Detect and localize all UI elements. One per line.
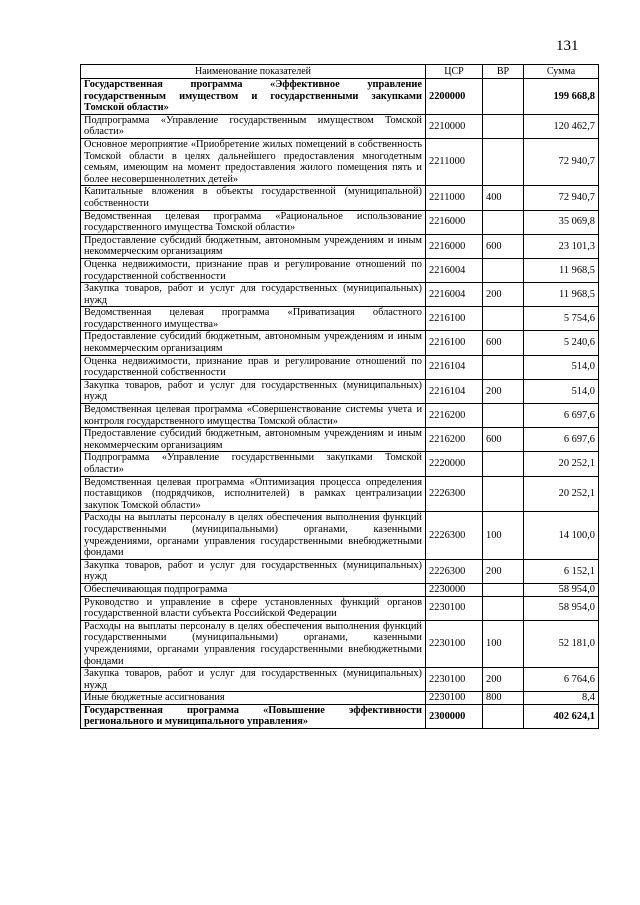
table-row: [81, 596, 599, 620]
table-row: [81, 692, 599, 705]
row-name: Подпрограмма «Управление государственным имуществом Томской области»: [81, 114, 426, 138]
row-vr: [483, 476, 524, 512]
row-csr: 2300000: [426, 704, 483, 728]
table-row: [81, 283, 599, 307]
row-sum: 6 764,6: [524, 668, 599, 692]
budget-table: [80, 64, 599, 729]
table-row: [81, 428, 599, 452]
table-row: [81, 404, 599, 428]
row-vr: [483, 404, 524, 428]
row-sum: 120 462,7: [524, 114, 599, 138]
row-sum: 20 252,1: [524, 452, 599, 476]
row-csr: 2216104: [426, 355, 483, 379]
row-name: Ведомственная целевая программа «Рациональное использование государственного имущества Томской области»: [81, 210, 426, 234]
row-csr: 2216200: [426, 428, 483, 452]
row-name: Ведомственная целевая программа «Приватизация областного государственного имущества»: [81, 307, 426, 331]
table-row: [81, 234, 599, 258]
row-vr: 600: [483, 428, 524, 452]
row-sum: 11 968,5: [524, 283, 599, 307]
row-csr: 2230100: [426, 668, 483, 692]
row-sum: 11 968,5: [524, 258, 599, 282]
row-name: Закупка товаров, работ и услуг для государственных (муниципальных) нужд: [81, 668, 426, 692]
row-sum: 5 754,6: [524, 307, 599, 331]
row-csr: 2200000: [426, 79, 483, 115]
row-name: Иные бюджетные ассигнования: [81, 692, 426, 705]
row-sum: 402 624,1: [524, 704, 599, 728]
row-sum: 35 069,8: [524, 210, 599, 234]
header-vr: ВР: [483, 65, 524, 79]
row-csr: 2216100: [426, 307, 483, 331]
row-name: Оценка недвижимости, признание прав и регулирование отношений по государственной собственности: [81, 355, 426, 379]
row-name: Расходы на выплаты персоналу в целях обеспечения выполнения функций государственными (муниципальными) органами, казенными учреждениями, органами управления государственными внебюджетными фондами: [81, 512, 426, 559]
table-row: [81, 307, 599, 331]
row-csr: 2230100: [426, 596, 483, 620]
row-sum: 14 100,0: [524, 512, 599, 559]
row-sum: 514,0: [524, 379, 599, 403]
row-vr: [483, 452, 524, 476]
row-name: Государственная программа «Повышение эффективности регионального и муниципального управления»: [81, 704, 426, 728]
row-vr: [483, 583, 524, 596]
row-name: Предоставление субсидий бюджетным, автономным учреждениям и иным некоммерческим организациям: [81, 331, 426, 355]
row-vr: 800: [483, 692, 524, 705]
row-sum: 5 240,6: [524, 331, 599, 355]
row-name: Ведомственная целевая программа «Оптимизация процесса определения поставщиков (подрядчиков, исполнителей) в рамках централизации закупок Томской области»: [81, 476, 426, 512]
row-vr: 200: [483, 559, 524, 583]
row-sum: 6 152,1: [524, 559, 599, 583]
table-row: [81, 704, 599, 728]
row-vr: 600: [483, 234, 524, 258]
page-number: 131: [556, 38, 579, 54]
table-row: [81, 379, 599, 403]
row-csr: 2211000: [426, 138, 483, 185]
row-csr: 2210000: [426, 114, 483, 138]
row-vr: [483, 307, 524, 331]
row-name: Капитальные вложения в объекты государственной (муниципальной) собственности: [81, 186, 426, 210]
row-sum: 72 940,7: [524, 186, 599, 210]
row-name: Закупка товаров, работ и услуг для государственных (муниципальных) нужд: [81, 559, 426, 583]
table-row: [81, 583, 599, 596]
table-row: [81, 476, 599, 512]
row-sum: 20 252,1: [524, 476, 599, 512]
row-name: Расходы на выплаты персоналу в целях обеспечения выполнения функций государственными (муниципальными) органами, казенными учреждениями, органами управления государственными внебюджетными фондами: [81, 620, 426, 667]
row-vr: 600: [483, 331, 524, 355]
row-vr: 100: [483, 512, 524, 559]
row-csr: 2216104: [426, 379, 483, 403]
row-csr: 2216000: [426, 210, 483, 234]
row-name: Подпрограмма «Управление государственными закупками Томской области»: [81, 452, 426, 476]
row-name: Основное мероприятие «Приобретение жилых помещений в собственность Томской области в целях дальнейшего предоставления многодетным семьям, имеющим на момент предоставления жилого помещения пять и более несовершеннолетних детей»: [81, 138, 426, 185]
table-row: [81, 331, 599, 355]
row-sum: 52 181,0: [524, 620, 599, 667]
table-row: [81, 452, 599, 476]
table-row: [81, 258, 599, 282]
row-csr: 2226300: [426, 512, 483, 559]
row-sum: 6 697,6: [524, 404, 599, 428]
row-name: Предоставление субсидий бюджетным, автономным учреждениям и иным некоммерческим организациям: [81, 428, 426, 452]
row-csr: 2226300: [426, 559, 483, 583]
row-sum: 6 697,6: [524, 428, 599, 452]
row-vr: 100: [483, 620, 524, 667]
header-csr: ЦСР: [426, 65, 483, 79]
row-vr: [483, 138, 524, 185]
row-vr: 400: [483, 186, 524, 210]
row-vr: [483, 210, 524, 234]
table-row: [81, 355, 599, 379]
row-csr: 2226300: [426, 476, 483, 512]
header-sum: Сумма: [524, 65, 599, 79]
row-name: Обеспечивающая подпрограмма: [81, 583, 426, 596]
row-vr: [483, 258, 524, 282]
row-csr: 2216200: [426, 404, 483, 428]
row-csr: 2216000: [426, 234, 483, 258]
table-row: [81, 668, 599, 692]
row-vr: [483, 596, 524, 620]
row-name: Закупка товаров, работ и услуг для государственных (муниципальных) нужд: [81, 283, 426, 307]
row-name: Государственная программа «Эффективное управление государственным имуществом и государственными закупками Томской области»: [81, 79, 426, 115]
row-sum: 72 940,7: [524, 138, 599, 185]
row-csr: 2220000: [426, 452, 483, 476]
row-csr: 2230000: [426, 583, 483, 596]
row-vr: 200: [483, 283, 524, 307]
table-row: [81, 210, 599, 234]
row-sum: 199 668,8: [524, 79, 599, 115]
table-row: [81, 620, 599, 667]
table-row: [81, 512, 599, 559]
row-csr: 2216100: [426, 331, 483, 355]
row-name: Ведомственная целевая программа «Совершенствование системы учета и контроля государственного имущества Томской области»: [81, 404, 426, 428]
row-sum: 514,0: [524, 355, 599, 379]
table-row: [81, 138, 599, 185]
row-sum: 8,4: [524, 692, 599, 705]
header-name: Наименование показателей: [81, 65, 426, 79]
row-sum: 23 101,3: [524, 234, 599, 258]
row-vr: [483, 355, 524, 379]
row-csr: 2216004: [426, 283, 483, 307]
row-vr: [483, 704, 524, 728]
row-name: Закупка товаров, работ и услуг для государственных (муниципальных) нужд: [81, 379, 426, 403]
row-csr: 2216004: [426, 258, 483, 282]
table-row: [81, 79, 599, 115]
table-row: [81, 559, 599, 583]
row-vr: [483, 79, 524, 115]
row-name: Предоставление субсидий бюджетным, автономным учреждениям и иным некоммерческим организациям: [81, 234, 426, 258]
row-vr: 200: [483, 668, 524, 692]
row-csr: 2230100: [426, 692, 483, 705]
row-csr: 2211000: [426, 186, 483, 210]
row-vr: 200: [483, 379, 524, 403]
table-header-row: [81, 65, 599, 79]
table-row: [81, 114, 599, 138]
row-sum: 58 954,0: [524, 583, 599, 596]
row-csr: 2230100: [426, 620, 483, 667]
row-name: Руководство и управление в сфере установленных функций органов государственной власти субъекта Российской Федерации: [81, 596, 426, 620]
row-sum: 58 954,0: [524, 596, 599, 620]
table-row: [81, 186, 599, 210]
row-vr: [483, 114, 524, 138]
row-name: Оценка недвижимости, признание прав и регулирование отношений по государственной собственности: [81, 258, 426, 282]
